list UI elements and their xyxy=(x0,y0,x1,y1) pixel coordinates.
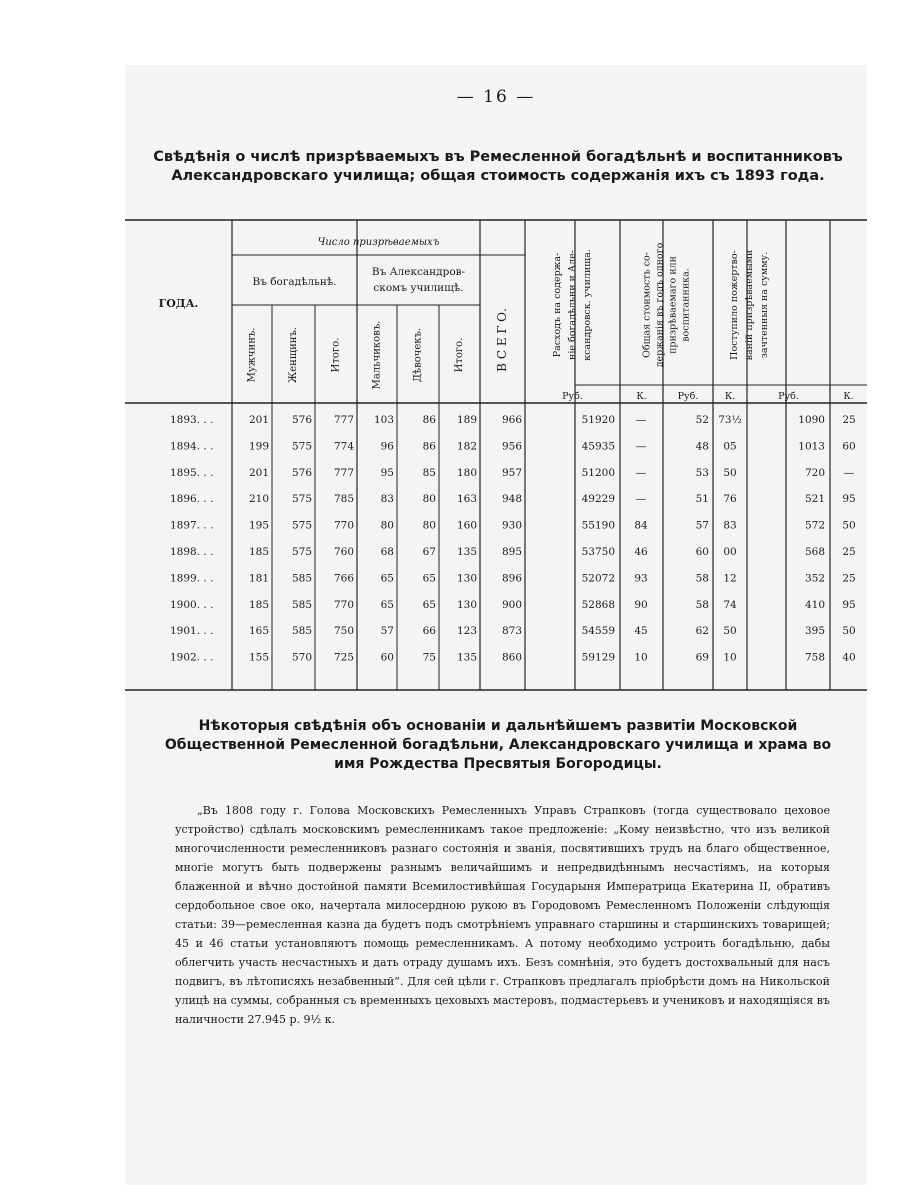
cell-men: 181 xyxy=(248,572,269,585)
row-year: 1901. . . xyxy=(170,625,214,638)
cell-expense-rub: 45935 xyxy=(581,440,615,453)
almshouse-group-header: Въ богадѣльнѣ. xyxy=(252,276,337,288)
cell-average-kop: 12 xyxy=(723,572,737,585)
cell-average-kop: 83 xyxy=(723,519,737,532)
cell-income-kop: 50 xyxy=(842,519,856,532)
income-column-header: Поступило пожертво- xyxy=(729,250,740,360)
cell-average-kop: 10 xyxy=(723,651,737,664)
cell-girls: 85 xyxy=(422,466,436,479)
cell-expense-kop: 90 xyxy=(634,598,648,611)
row-year: 1894. . . xyxy=(170,440,214,453)
cell-total1: 766 xyxy=(333,572,354,585)
cell-women: 575 xyxy=(291,440,312,453)
statistics-table xyxy=(125,65,867,705)
cell-girls: 80 xyxy=(422,519,436,532)
body-paragraph: „Въ 1808 году г. Голова Московскихъ Ремесленныхъ Управъ Страпковъ (тогда существовало цеховое устройство) сдѣлалъ московскимъ ремесленникамъ такое предложеніе: „Кому неизвѣстно, что изъ великой многочисленности ремесленниковъ разнаго состоянія и званія, посвятившихъ трудъ на благо общественное, многіе могутъ быть подвержены разнымъ величайшимъ и непредвидѣннымъ несчастіямъ, на которыя блаженной и вѣчно достойной памяти Всемилостивѣйшая Государыня Императрица Екатерина II, обративъ сердобольное свое око, начертала милосердною рукою въ Городовомъ Ремесленномъ Положеніи слѣдующія статьи: 39—ремесленная казна да будетъ подъ смотрѣніемъ управнаго старшины и старшинскихъ товарищей; 45 и 46 статьи установляютъ помощь ремесленникамъ. А потому необходимо устроить богадѣльню, дабы облегчить участь несчастныхъ и дать отраду душамъ ихъ. Безъ сомнѣнія, это будетъ достохвальный для насъ подвигъ, въ лѣтописяхъ незабвенный“. Для сей цѣли г. Страпковъ предлагалъ пріобрѣсти домъ на Никольской улицѣ на суммы, собранныя съ временныхъ цеховыхъ мастеровъ, подмастерьевъ и учениковъ и находящіяся въ наличности 27.945 р. 9½ к. xyxy=(175,804,830,1026)
cell-expense-kop: 45 xyxy=(634,625,648,638)
cell-boys: 96 xyxy=(380,440,394,453)
cell-girls: 65 xyxy=(422,598,436,611)
school-group-header: скомъ училищѣ. xyxy=(373,282,464,294)
cell-total2: 189 xyxy=(456,414,477,426)
rub-subheader: Руб. xyxy=(562,391,583,402)
cell-girls: 67 xyxy=(422,546,436,558)
cell-women: 585 xyxy=(291,625,312,638)
cell-total1: 750 xyxy=(333,625,354,638)
rub-subheader: Руб. xyxy=(778,391,799,402)
kop-subheader: К. xyxy=(843,391,854,402)
cell-total2: 123 xyxy=(456,625,477,638)
cell-girls: 86 xyxy=(422,440,436,453)
cell-income-rub: 758 xyxy=(804,651,825,664)
average-cost-column-header: призрѣваемаго или xyxy=(667,256,679,354)
cell-all: 896 xyxy=(501,572,522,585)
cell-average-kop: 76 xyxy=(723,493,737,506)
cell-total1: 774 xyxy=(333,440,354,453)
cell-all: 966 xyxy=(501,414,522,426)
cell-men: 199 xyxy=(248,440,269,453)
cell-total1: 785 xyxy=(333,493,354,506)
cell-average-kop: 50 xyxy=(723,466,737,479)
cell-men: 201 xyxy=(248,414,269,426)
school-group-header: Въ Александров- xyxy=(371,266,466,278)
cell-all: 900 xyxy=(501,598,522,611)
cell-boys: 65 xyxy=(380,572,394,585)
income-column-header: зачтенныя на сумму. xyxy=(759,251,770,359)
cell-men: 201 xyxy=(248,466,269,479)
page-number: — 16 — xyxy=(456,87,536,107)
cell-expense-kop: 93 xyxy=(634,572,648,585)
cell-men: 155 xyxy=(248,651,269,664)
cell-income-kop: 25 xyxy=(842,414,856,426)
cell-expense-rub: 51200 xyxy=(581,466,615,479)
cell-boys: 65 xyxy=(380,598,394,611)
cell-average-kop: 74 xyxy=(723,598,737,611)
average-cost-column-header: воспитанника. xyxy=(680,268,692,342)
cell-men: 195 xyxy=(248,519,269,532)
cell-girls: 65 xyxy=(422,572,436,585)
cell-women: 570 xyxy=(291,651,312,664)
cell-income-rub: 1090 xyxy=(798,414,825,426)
cell-women: 576 xyxy=(291,414,312,426)
cell-total1: 777 xyxy=(333,414,354,426)
cell-boys: 80 xyxy=(380,519,394,532)
cell-all: 956 xyxy=(501,440,522,453)
cell-expense-kop: — xyxy=(635,466,647,479)
cell-expense-kop: — xyxy=(635,414,647,426)
cell-girls: 80 xyxy=(422,493,436,506)
expense-column-header: Расходъ на содержа- xyxy=(552,252,563,358)
section-title: Нѣкоторыя свѣдѣнія объ основаніи и дальнѣйшемъ развитіи Московской Общественной Ремесленной богадѣльни, Александровскаго училища и храма во имя Рождества Пресвятыя Богородицы. xyxy=(164,718,832,772)
row-year: 1896. . . xyxy=(170,493,214,506)
cell-boys: 57 xyxy=(380,625,394,638)
income-column-header: ваній призрѣваемыми xyxy=(744,249,755,361)
cell-total2: 130 xyxy=(456,598,477,611)
cell-income-rub: 572 xyxy=(804,519,825,532)
cell-men: 185 xyxy=(248,598,269,611)
cell-total1: 760 xyxy=(333,546,354,558)
cell-expense-rub: 54559 xyxy=(581,625,615,638)
cell-average-rub: 58 xyxy=(695,598,709,611)
cell-total2: 180 xyxy=(456,466,477,479)
cell-expense-rub: 52072 xyxy=(581,572,615,585)
cell-expense-rub: 59129 xyxy=(581,651,615,664)
cell-average-rub: 52 xyxy=(695,414,709,426)
charges-group-header: Число призрѣваемыхъ xyxy=(317,237,440,248)
cell-men: 185 xyxy=(248,546,269,558)
cell-girls: 86 xyxy=(422,414,436,426)
cell-expense-rub: 52868 xyxy=(581,598,615,611)
grand-total-column-header: В С Е Г О. xyxy=(495,308,509,372)
boys-column-header: Мальчиковъ. xyxy=(371,320,383,390)
cell-women: 575 xyxy=(291,493,312,506)
cell-average-rub: 53 xyxy=(695,466,709,479)
cell-men: 210 xyxy=(248,493,269,506)
cell-income-rub: 1013 xyxy=(798,440,825,453)
table-title: Свѣдѣнія о числѣ призрѣваемыхъ въ Ремесленной богадѣльнѣ и воспитанниковъ Александровскаго училища; общая стоимость содержанія ихъ съ 1893 года. xyxy=(153,149,843,184)
cell-expense-kop: — xyxy=(635,493,647,506)
cell-girls: 66 xyxy=(422,625,436,638)
cell-women: 585 xyxy=(291,598,312,611)
expense-column-header: ксандровск. училища. xyxy=(582,249,593,361)
cell-income-kop: 60 xyxy=(842,440,856,453)
cell-income-kop: — xyxy=(843,466,855,479)
cell-boys: 95 xyxy=(380,466,394,479)
row-year: 1893. . . xyxy=(170,414,214,426)
cell-men: 165 xyxy=(248,625,269,638)
rub-subheader: Руб. xyxy=(677,391,699,402)
cell-total2: 163 xyxy=(456,493,477,506)
cell-total1: 777 xyxy=(333,466,354,479)
cell-women: 575 xyxy=(291,519,312,532)
cell-income-kop: 25 xyxy=(842,546,856,558)
cell-expense-kop: — xyxy=(635,440,647,453)
cell-expense-kop: 84 xyxy=(634,519,648,532)
cell-all: 957 xyxy=(501,466,522,479)
cell-boys: 68 xyxy=(380,546,394,558)
women-column-header: Женщинъ. xyxy=(288,327,299,383)
cell-total1: 770 xyxy=(333,598,354,611)
cell-all: 930 xyxy=(501,519,522,532)
cell-boys: 60 xyxy=(380,651,394,664)
cell-expense-rub: 51920 xyxy=(581,414,615,426)
cell-income-rub: 395 xyxy=(804,625,825,638)
cell-all: 895 xyxy=(501,546,522,558)
cell-income-kop: 25 xyxy=(842,572,856,585)
cell-total1: 725 xyxy=(333,651,354,664)
cell-total2: 135 xyxy=(456,546,477,558)
cell-all: 860 xyxy=(501,651,522,664)
cell-average-rub: 62 xyxy=(695,625,709,638)
cell-average-rub: 58 xyxy=(695,572,709,585)
girls-column-header: Дѣвочекъ. xyxy=(412,327,424,383)
row-year: 1897. . . xyxy=(170,519,214,532)
total-column-header: Итого. xyxy=(330,337,342,373)
cell-boys: 103 xyxy=(373,414,394,426)
row-year: 1899. . . xyxy=(170,572,214,585)
row-year: 1902. . . xyxy=(170,651,214,664)
cell-women: 575 xyxy=(291,546,312,558)
cell-income-rub: 521 xyxy=(804,493,825,506)
cell-income-kop: 95 xyxy=(842,598,856,611)
cell-average-kop: 73½ xyxy=(718,414,742,426)
row-year: 1900. . . xyxy=(170,598,214,611)
row-year: 1895. . . xyxy=(170,466,214,479)
cell-average-rub: 69 xyxy=(695,651,709,664)
cell-income-rub: 568 xyxy=(804,546,825,558)
expense-column-header: ніе богадѣльни и Але- xyxy=(567,250,578,360)
cell-women: 576 xyxy=(291,466,312,479)
cell-total2: 135 xyxy=(456,651,477,664)
cell-total1: 770 xyxy=(333,519,354,532)
cell-boys: 83 xyxy=(380,493,394,506)
cell-expense-rub: 53750 xyxy=(581,546,615,558)
men-column-header: Мужчинъ. xyxy=(246,327,258,383)
cell-expense-kop: 46 xyxy=(634,546,648,558)
cell-average-rub: 48 xyxy=(695,440,709,453)
total-column-header: Итого. xyxy=(454,337,465,373)
cell-total2: 182 xyxy=(456,440,477,453)
scanned-page xyxy=(125,65,867,1185)
cell-women: 585 xyxy=(291,572,312,585)
cell-girls: 75 xyxy=(422,651,436,664)
cell-expense-rub: 49229 xyxy=(581,493,615,506)
average-cost-column-header: Общая стоимость со- xyxy=(641,252,653,358)
kop-subheader: К. xyxy=(636,391,647,402)
cell-average-kop: 00 xyxy=(723,546,737,558)
year-column-header: ГОДА. xyxy=(158,297,199,310)
cell-expense-rub: 55190 xyxy=(581,519,615,532)
cell-all: 873 xyxy=(501,625,522,638)
cell-average-rub: 57 xyxy=(695,519,709,532)
cell-income-rub: 352 xyxy=(804,572,825,585)
cell-average-rub: 60 xyxy=(695,546,709,558)
cell-income-kop: 40 xyxy=(842,651,856,664)
cell-income-rub: 720 xyxy=(804,466,825,479)
kop-subheader: К. xyxy=(724,391,736,402)
cell-total2: 130 xyxy=(456,572,477,585)
cell-income-kop: 95 xyxy=(842,493,856,506)
average-cost-column-header: держанія въ годъ одного xyxy=(654,242,666,368)
row-year: 1898. . . xyxy=(170,546,214,558)
cell-all: 948 xyxy=(501,493,522,506)
cell-average-kop: 50 xyxy=(723,625,737,638)
cell-total2: 160 xyxy=(456,519,477,532)
cell-expense-kop: 10 xyxy=(634,651,648,664)
cell-average-rub: 51 xyxy=(695,493,709,506)
cell-income-kop: 50 xyxy=(842,625,856,638)
cell-income-rub: 410 xyxy=(804,598,825,611)
cell-average-kop: 05 xyxy=(723,440,737,453)
